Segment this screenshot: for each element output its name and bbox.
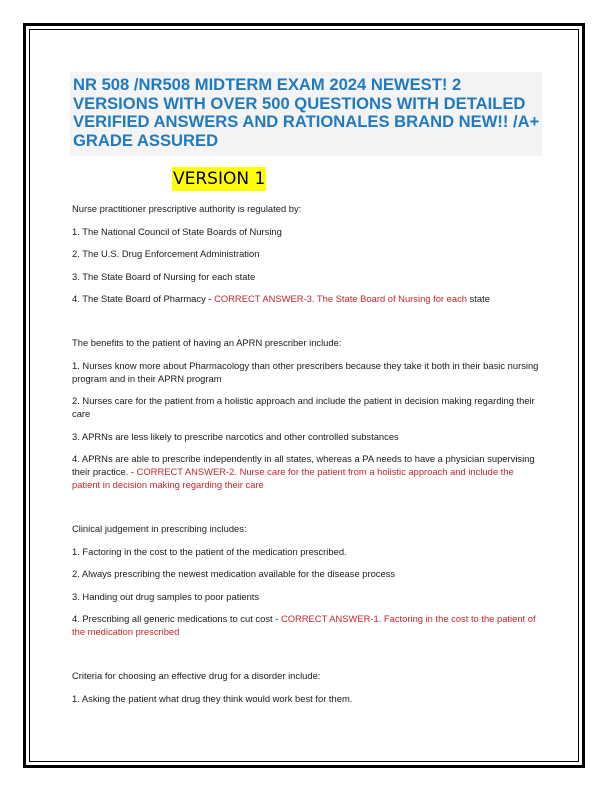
- answer-option: 1. Asking the patient what drug they think would work best for them.: [72, 692, 353, 704]
- question-stem: Nurse practitioner prescriptive authority is regulated by:: [72, 203, 302, 214]
- answer-option-with-answer: [72, 292, 544, 305]
- answer-option: 2. Always prescribing the newest medication available for the disease process: [72, 568, 396, 580]
- document-title: NR 508 /NR508 MIDTERM EXAM 2024 NEWEST! 2 VERSIONS WITH OVER 500 QUESTIONS WITH DETAILED VERIFIED ANSWERS AND RATIONALES BRAND NEW!! /A+ GRADE ASSURED: [73, 75, 540, 150]
- answer-option-text: 4. The State Board of Pharmacy -: [72, 293, 215, 305]
- question-stem: Criteria for choosing an effective drug for a disorder include:: [72, 669, 321, 681]
- answer-option: 3. APRNs are less likely to prescribe narcotics and other controlled substances: [72, 430, 399, 442]
- question-block: [72, 522, 544, 638]
- correct-answer: CORRECT ANSWER-3. The State Board of Nursing for each: [214, 293, 467, 305]
- answer-option-with-answer: [72, 612, 544, 638]
- answer-option: 3. The State Board of Nursing for each state: [72, 270, 256, 282]
- answer-option: 1. Factoring in the cost to the patient of the medication prescribed.: [72, 545, 347, 557]
- correct-answer-tail: state: [466, 293, 490, 305]
- answer-option: 1. Nurses know more about Pharmacology than other prescribers because they take it both in their basic nursing program and in their APRN program: [72, 359, 539, 384]
- question-list: [72, 202, 544, 714]
- question-stem: Clinical judgement in prescribing includes:: [72, 522, 247, 534]
- version-label: VERSION 1: [173, 169, 266, 189]
- answer-option-text: 4. Prescribing all generic medications to cut cost -: [72, 613, 281, 625]
- question-block: [72, 336, 544, 491]
- question-stem: The benefits to the patient of having an APRN prescriber include:: [72, 336, 342, 348]
- answer-option-text: 4. APRNs are able to prescribe independently in all states, whereas a PA needs to have a physician supervising their practice. -: [72, 453, 535, 478]
- answer-option: 3. Handing out drug samples to poor patients: [72, 590, 260, 602]
- answer-option: 2. Nurses care for the patient from a holistic approach and include the patient in decision making regarding their care: [72, 395, 535, 420]
- question-block: [72, 669, 544, 705]
- question-block: [72, 202, 544, 305]
- answer-option: 2. The U.S. Drug Enforcement Administration: [72, 248, 260, 260]
- correct-answer: CORRECT ANSWER-2. Nurse care for the patient from a holistic approach and include the patient in decision making regarding their care: [72, 466, 514, 491]
- answer-option-with-answer: [72, 452, 544, 491]
- answer-option: 1. The National Council of State Boards of Nursing: [72, 225, 282, 237]
- correct-answer: CORRECT ANSWER-1. Factoring in the cost to the patient of the medication prescribed: [72, 613, 536, 638]
